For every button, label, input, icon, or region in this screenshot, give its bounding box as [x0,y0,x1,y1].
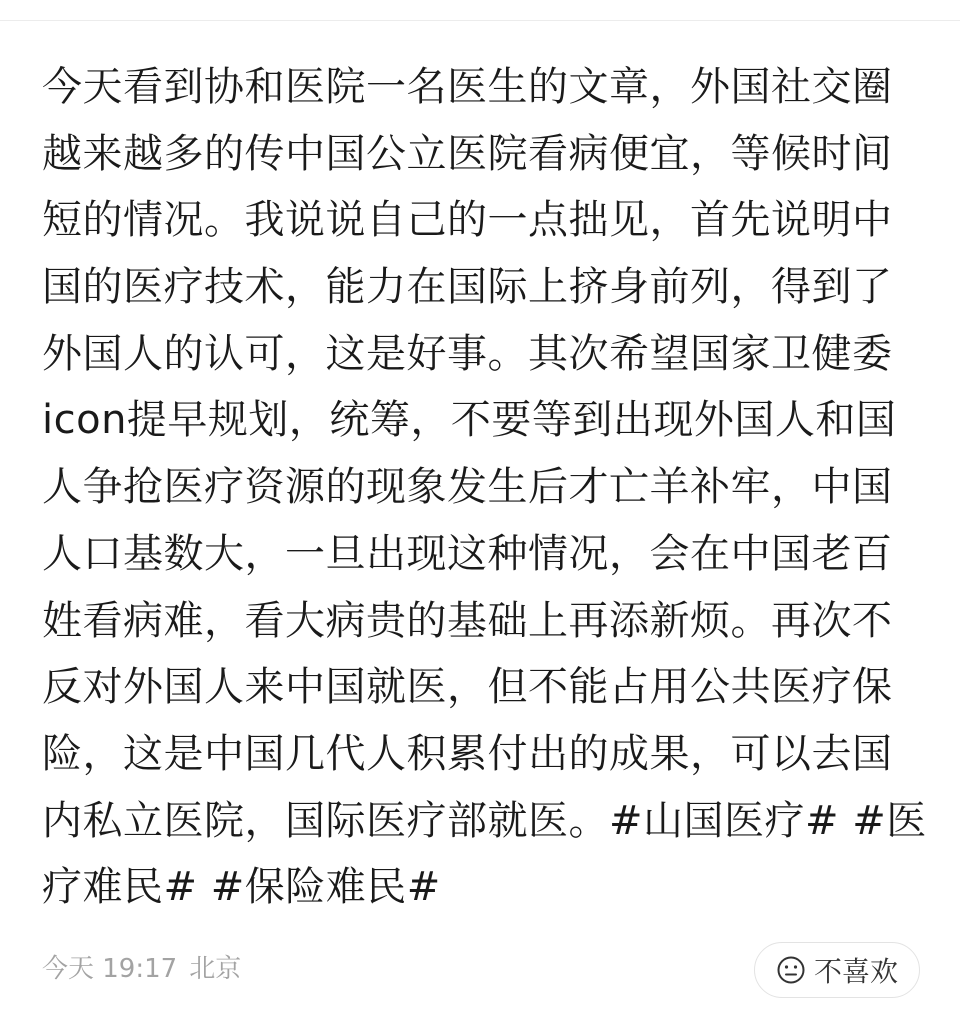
post-line: 外国人的认可，这是好事。其次希望国家卫健委 [42,330,893,377]
neutral-face-icon [776,955,806,985]
dislike-label: 不喜欢 [813,955,898,988]
hashtag-link[interactable]: #山国医疗# [609,797,840,844]
post-line [42,788,927,855]
post-location: 北京 [189,953,242,984]
hashtag-link[interactable]: #保险难民# [210,864,441,911]
post-line: 姓看病难，看大病贵的基础上再添新烦。再次不 [42,597,893,644]
top-divider [0,20,960,21]
post-body [42,54,927,921]
post-line: 人口基数大，一旦出现这种情况，会在中国老百 [42,530,893,577]
post-line: 短的情况。我说说自己的一点拙见，首先说明中 [42,197,893,244]
post-line: 反对外国人来中国就医，但不能占用公共医疗保 [42,664,893,711]
post-meta [42,944,241,988]
post-line: 国的医疗技术，能力在国际上挤身前列，得到了 [42,264,893,311]
post-line: 险，这是中国几代人积累付出的成果，可以去国 [42,730,893,777]
post-line: icon提早规划，统筹，不要等到出现外国人和国 [42,397,897,444]
post-time: 今天 19:17 [42,953,178,984]
hashtag-link[interactable]: 疗难民# [42,864,198,911]
post-line: 今天看到协和医院一名医生的文章，外国社交圈 [42,64,893,110]
post-line: 人争抢医疗资源的现象发生后才亡羊补牢，中国 [42,464,893,511]
post-line-text: 内私立医院，国际医疗部就医。 [42,797,609,844]
post-line [42,854,912,921]
post-line: 越来越多的传中国公立医院看病便宜，等候时间 [42,130,893,177]
hashtag-link[interactable]: #医 [852,797,927,844]
dislike-button[interactable] [754,942,920,998]
